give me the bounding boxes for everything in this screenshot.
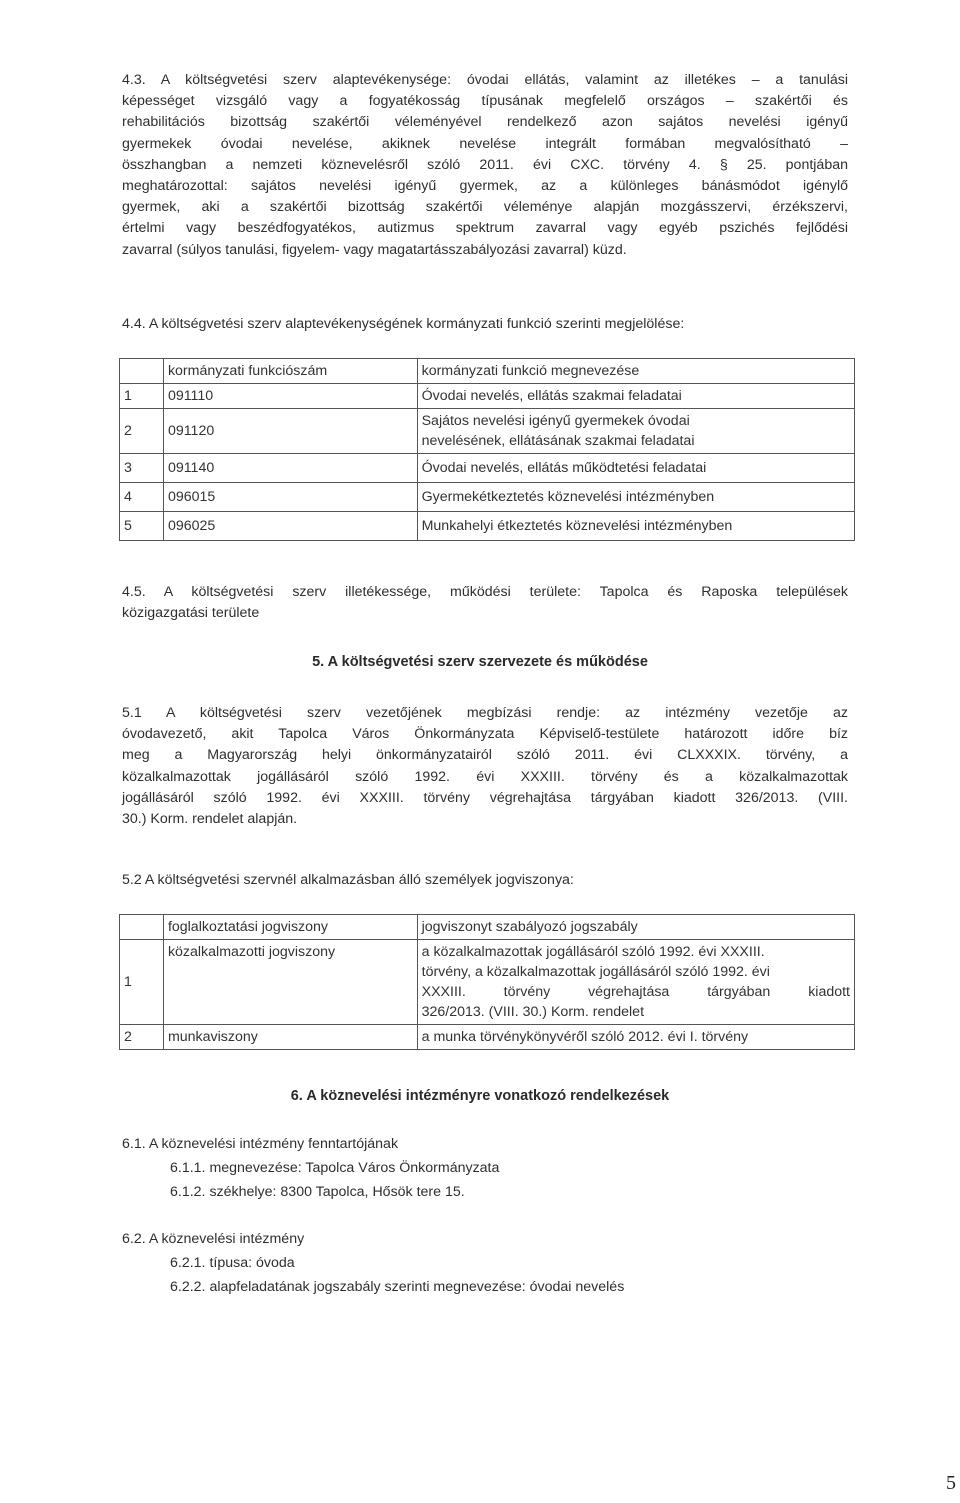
function-name: Gyermekétkeztetés köznevelési intézményben bbox=[417, 483, 854, 512]
table-header-cell: foglalkoztatási jogviszony bbox=[163, 915, 417, 940]
function-name bbox=[417, 409, 854, 454]
text-line: közalkalmazottak jogállásáról szóló 1992. évi XXXIII. törvény és a közalkalmazottak bbox=[122, 768, 848, 785]
section-6-1-2: 6.1.2. székhelye: 8300 Tapolca, Hősök tere 15. bbox=[170, 1184, 465, 1200]
law-line: a közalkalmazottak jogállásáról szóló 1992. évi XXXIII. bbox=[421, 944, 765, 960]
function-name: Óvodai nevelés, ellátás szakmai feladatai bbox=[417, 384, 854, 409]
section-5-2: 5.2 A költségvetési szervnél alkalmazásban álló személyek jogviszonya: bbox=[122, 872, 574, 888]
table-row bbox=[120, 512, 855, 541]
function-name-line: nevelésének, ellátásának szakmai feladatai bbox=[421, 433, 695, 449]
table-row bbox=[120, 409, 855, 454]
table-row bbox=[120, 454, 855, 483]
function-name: Munkahelyi étkeztetés köznevelési intézményben bbox=[417, 512, 854, 541]
table-header-cell: kormányzati funkciószám bbox=[163, 359, 417, 384]
section-6-2-title: 6.2. A köznevelési intézmény bbox=[122, 1231, 305, 1247]
section-4-4: 4.4. A költségvetési szerv alaptevékenységének kormányzati funkció szerinti megjelölése: bbox=[122, 316, 685, 332]
text-line: rehabilitációs bizottság szakértői véleményével rendelkező azon sajátos nevelési igényű bbox=[122, 114, 848, 131]
text-line: gyermekek óvodai nevelése, akiknek nevelése integrált formában megvalósítható – bbox=[122, 135, 848, 152]
section-6-1-title: 6.1. A köznevelési intézmény fenntartójának bbox=[122, 1136, 399, 1152]
row-number: 1 bbox=[120, 940, 164, 1025]
page-number: 5 bbox=[946, 1472, 956, 1494]
section-4-3 bbox=[122, 70, 848, 261]
table-row bbox=[120, 483, 855, 512]
section-heading-6: 6. A köznevelési intézményre vonatkozó rendelkezések bbox=[290, 1088, 670, 1104]
row-number: 3 bbox=[120, 454, 164, 483]
function-code: 091120 bbox=[163, 409, 417, 454]
text-line: meg a Magyarország helyi önkormányzatairól szóló 2011. évi CLXXXIX. törvény, a bbox=[122, 747, 848, 764]
section-6-1-1: 6.1.1. megnevezése: Tapolca Város Önkormányzata bbox=[170, 1160, 500, 1176]
function-name: Óvodai nevelés, ellátás működtetési feladatai bbox=[417, 454, 854, 483]
text-line: 5.1 A költségvetési szerv vezetőjének megbízási rendje: az intézmény vezetője az bbox=[122, 705, 848, 721]
section-heading-5: 5. A költségvetési szerv szervezete és működése bbox=[312, 654, 648, 670]
table-header-cell bbox=[120, 359, 164, 384]
function-code: 091140 bbox=[163, 454, 417, 483]
law-line: törvény, a közalkalmazottak jogállásáról szóló 1992. évi bbox=[421, 964, 770, 980]
row-number: 2 bbox=[120, 1025, 164, 1050]
table-header-row bbox=[120, 915, 855, 940]
row-number: 1 bbox=[120, 384, 164, 409]
text-line: meghatározottal: sajátos nevelési igényű gyermek, az a különleges bánásmódot igénylő bbox=[122, 178, 848, 195]
function-code: 096015 bbox=[163, 483, 417, 512]
function-name-line: Sajátos nevelési igényű gyermekek óvodai bbox=[421, 413, 690, 429]
table-row bbox=[120, 940, 855, 1025]
table-header-row bbox=[120, 359, 855, 384]
function-code-table bbox=[119, 358, 855, 541]
table-header-cell bbox=[120, 915, 164, 940]
section-4-5 bbox=[122, 582, 848, 624]
text-line: értelmi vagy beszédfogyatékos, autizmus spektrum zavarral vagy egyéb pszichés fejlődési bbox=[122, 220, 848, 237]
text-line: összhangban a nemzeti köznevelésről szóló 2011. évi CXC. törvény 4. § 25. pontjában bbox=[122, 156, 848, 173]
employment-type: közalkalmazotti jogviszony bbox=[163, 940, 417, 1025]
table-row bbox=[120, 1025, 855, 1050]
row-number: 5 bbox=[120, 512, 164, 541]
governing-law bbox=[417, 940, 854, 1025]
text-line: jogállásáról szóló 1992. évi XXXIII. törvény végrehajtása tárgyában kiadott 326/2013. (VIII. bbox=[122, 789, 848, 806]
text-line: 30.) Korm. rendelet alapján. bbox=[122, 811, 298, 828]
table-header-cell: kormányzati funkció megnevezése bbox=[417, 359, 854, 384]
text-line: óvodavezető, akit Tapolca Város Önkormányzata Képviselő-testülete határozott időre bíz bbox=[122, 726, 848, 743]
function-code: 096025 bbox=[163, 512, 417, 541]
text-line: képességet vizsgáló vagy a fogyatékosság típusának megfelelő országos – szakértői és bbox=[122, 93, 848, 110]
text-line: zavarral (súlyos tanulási, figyelem- vagy magatartásszabályozási zavarral) küzd. bbox=[122, 241, 627, 258]
law-line: 326/2013. (VIII. 30.) Korm. rendelet bbox=[421, 1004, 645, 1020]
function-code: 091110 bbox=[163, 384, 417, 409]
table-header-cell: jogviszonyt szabályozó jogszabály bbox=[417, 915, 854, 940]
text-line: közigazgatási területe bbox=[122, 605, 260, 622]
row-number: 2 bbox=[120, 409, 164, 454]
employment-table bbox=[119, 914, 855, 1050]
law-line: XXXIII. törvény végrehajtása tárgyában kiadott bbox=[421, 984, 850, 1000]
section-6-2-2: 6.2.2. alapfeladatának jogszabály szerinti megnevezése: óvodai nevelés bbox=[170, 1279, 625, 1295]
row-number: 4 bbox=[120, 483, 164, 512]
text-line: 4.3. A költségvetési szerv alaptevékenysége: óvodai ellátás, valamint az illetékes – a tanulási bbox=[122, 72, 848, 88]
text-line: 4.5. A költségvetési szerv illetékessége, működési területe: Tapolca és Raposka települések bbox=[122, 584, 848, 600]
section-5-1 bbox=[122, 703, 848, 830]
section-6-2-1: 6.2.1. típusa: óvoda bbox=[170, 1255, 295, 1271]
employment-type: munkaviszony bbox=[163, 1025, 417, 1050]
table-row bbox=[120, 384, 855, 409]
governing-law: a munka törvénykönyvéről szóló 2012. évi I. törvény bbox=[417, 1025, 854, 1050]
text-line: gyermek, aki a szakértői bizottság szakértői véleménye alapján mozgásszervi, érzékszervi, bbox=[122, 199, 848, 216]
